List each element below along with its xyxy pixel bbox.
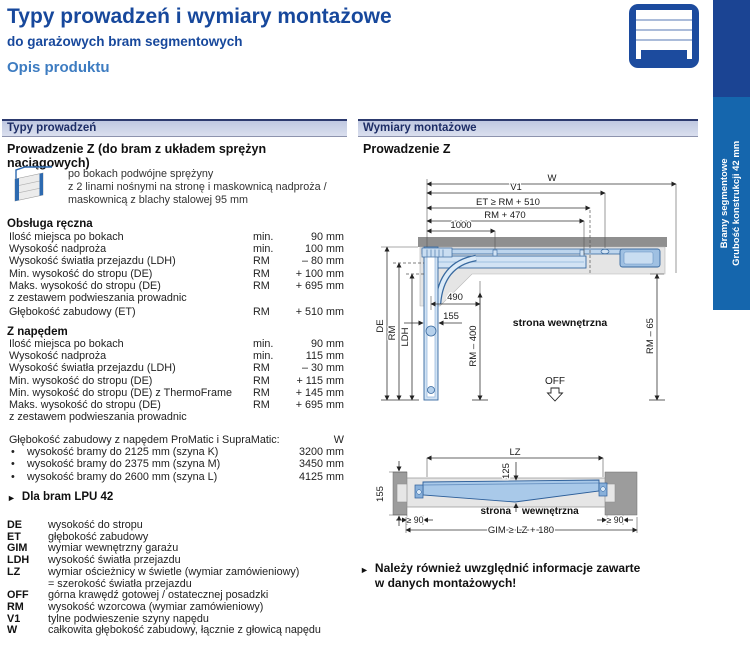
bullet-icon: • (11, 470, 15, 483)
left-section-header: Typy prowadzeń (2, 119, 347, 137)
table-row: Głębokość zabudowy (ET) RM + 510 mm (9, 306, 344, 319)
table-row: Maks. wysokość do stropu (DE) RM + 695 mm (9, 399, 344, 412)
table-row: Wysokość nadproża min. 115 mm (9, 350, 344, 363)
table-row: Maks. wysokość do stropu (DE) RM + 695 mm (9, 279, 344, 292)
dim-1000-label: 1000 (450, 220, 472, 231)
lpu42-link-label: Dla bram LPU 42 (21, 491, 114, 503)
bullet-icon: • (11, 446, 15, 459)
page-subtitle: do garażowych bram segmentowych (7, 34, 243, 49)
table-row: Wysokość światła przejazdu (LDH) RM – 30 mm (9, 362, 344, 375)
dim-gim-label: GIM ≥ LZ + 180 (487, 525, 555, 536)
intro-text (68, 166, 327, 209)
intro-block (10, 166, 327, 209)
roller (428, 387, 435, 394)
rail-suspension (601, 249, 609, 253)
page-title: Typy prowadzeń i wymiary montażowe (7, 5, 392, 28)
legend-row: LZ wymiar ościeżnicy w świetle (wymiar zamówieniowy) = szerokość światła przejazdu (7, 565, 300, 590)
dim-v1-label: V1 (510, 182, 522, 193)
manual-table (9, 231, 344, 318)
legend-row: OFF górna krawędź gotowej / ostatecznej posadzki (7, 589, 269, 602)
off-label: OFF (545, 376, 565, 387)
legend-row: RM wysokość wzorcowa (wymiar zamówieniowy) (7, 600, 264, 613)
side-view-diagram (358, 163, 702, 426)
mounting-data-note (360, 561, 640, 590)
chapter-tab (713, 97, 750, 310)
dim-de-label: DE (375, 319, 386, 333)
note-arrow-icon: ► (360, 564, 369, 575)
dim-ldh-label: LDH (400, 327, 411, 347)
dim-125-label: 125 (501, 463, 512, 479)
left-subheader: Prowadzenie Z (do bram z układem sprężyn naciągowych) (7, 142, 267, 170)
table-row: Ilość miejsca po bokach min. 90 mm (9, 338, 344, 350)
spring-assembly (422, 248, 452, 257)
dim-rm65-label: RM – 65 (645, 318, 656, 354)
table-row: Wysokość światła przejazdu (LDH) RM – 80 mm (9, 255, 344, 268)
inner-plan-label-1: strona (480, 506, 511, 517)
inner-plan-label-2: wewnętrzna (522, 506, 579, 517)
dim-90-right-label: ≥ 90 (606, 515, 624, 525)
dim-rm470-label: RM + 470 (484, 210, 526, 221)
lpu42-reference-link[interactable] (7, 491, 113, 503)
depth-item: • wysokość bramy do 2375 mm (szyna M) 3450 mm (11, 458, 344, 471)
plan-view-diagram (363, 432, 663, 545)
sectional-door-icon (628, 3, 700, 78)
legend-row: ET głębokość zabudowy (7, 530, 149, 543)
dim-rm-label: RM (387, 325, 398, 341)
dim-490-label: 490 (447, 292, 463, 303)
right-subheader: Prowadzenie Z (363, 142, 451, 156)
dim-155-plan-label: 155 (375, 486, 386, 502)
operator-rail (422, 249, 652, 254)
chapter-tab-line1: Bramy segmentowe (719, 158, 731, 249)
inner-side-label: strona wewnętrzna (512, 317, 608, 329)
legend-row: W całkowita głębokość zabudowy, łącznie z głowicą napędu (7, 624, 321, 637)
chapter-tab-line2: Grubość konstrukcji 42 mm (731, 140, 743, 267)
depth-header-row: Głębokość zabudowy z napędem ProMatic i SupraMatic: W (9, 434, 344, 446)
ceiling (418, 237, 667, 247)
dim-155-label: 155 (443, 311, 459, 322)
section-label: Opis produktu (7, 59, 110, 76)
roller (426, 326, 436, 336)
legend-row: LDH wysokość światła przejazdu (7, 554, 181, 567)
edge-strip-dark (713, 0, 750, 97)
dim-90-left-label: ≥ 90 (406, 515, 424, 525)
intro-line-1: po bokach podwójne sprężyny (68, 168, 214, 180)
dim-rm400-label: RM – 400 (468, 325, 479, 367)
right-column (358, 119, 698, 156)
table-row: Wysokość nadproża min. 100 mm (9, 243, 344, 256)
table-row: z zestawem podwieszania prowadnic (9, 411, 187, 424)
table-row: Min. wysokość do stropu (DE) RM + 115 mm (9, 374, 344, 387)
manual-section-title: Obsługa ręczna (7, 218, 93, 230)
door-panel-icon (10, 166, 54, 209)
abbreviation-legend (7, 520, 321, 637)
right-section-header: Wymiary montażowe (358, 119, 698, 137)
link-arrow-icon: ► (7, 492, 16, 503)
dim-et-label: ET ≥ RM + 510 (476, 197, 540, 208)
dim-lz-label: LZ (509, 447, 521, 458)
drive-section-title: Z napędem (7, 326, 68, 338)
table-row: Min. wysokość do stropu (DE) z ThermoFrame RM + 145 mm (9, 386, 344, 399)
table-row: z zestawem podwieszania prowadnic (9, 292, 187, 305)
depth-item: • wysokość bramy do 2125 mm (szyna K) 3200 mm (11, 446, 344, 459)
table-row: Min. wysokość do stropu (DE) RM + 100 mm (9, 267, 344, 280)
intro-line-2: z 2 linami nośnymi na stronę i maskownicą nadproża / (68, 181, 327, 193)
legend-row: DE wysokość do stropu (7, 519, 143, 531)
left-column (2, 119, 347, 637)
legend-row: GIM wymiar wewnętrzny garażu (7, 542, 179, 555)
operator-depth-block (9, 434, 344, 483)
table-row: Ilość miejsca po bokach min. 90 mm (9, 231, 344, 243)
depth-item: • wysokość bramy do 2600 mm (szyna L) 4125 mm (11, 470, 344, 483)
off-arrow-icon (548, 388, 563, 401)
dim-w-label: W (547, 173, 557, 184)
intro-line-3: maskownicą z blachy stalowej 95 mm (68, 194, 249, 206)
note-text: Należy również uwzględnić informacje zawarte w danych montażowych! (374, 561, 641, 590)
bullet-icon: • (11, 458, 15, 471)
drive-table (9, 338, 344, 423)
legend-row: V1 tylne podwieszenie szyny napędu (7, 612, 209, 625)
